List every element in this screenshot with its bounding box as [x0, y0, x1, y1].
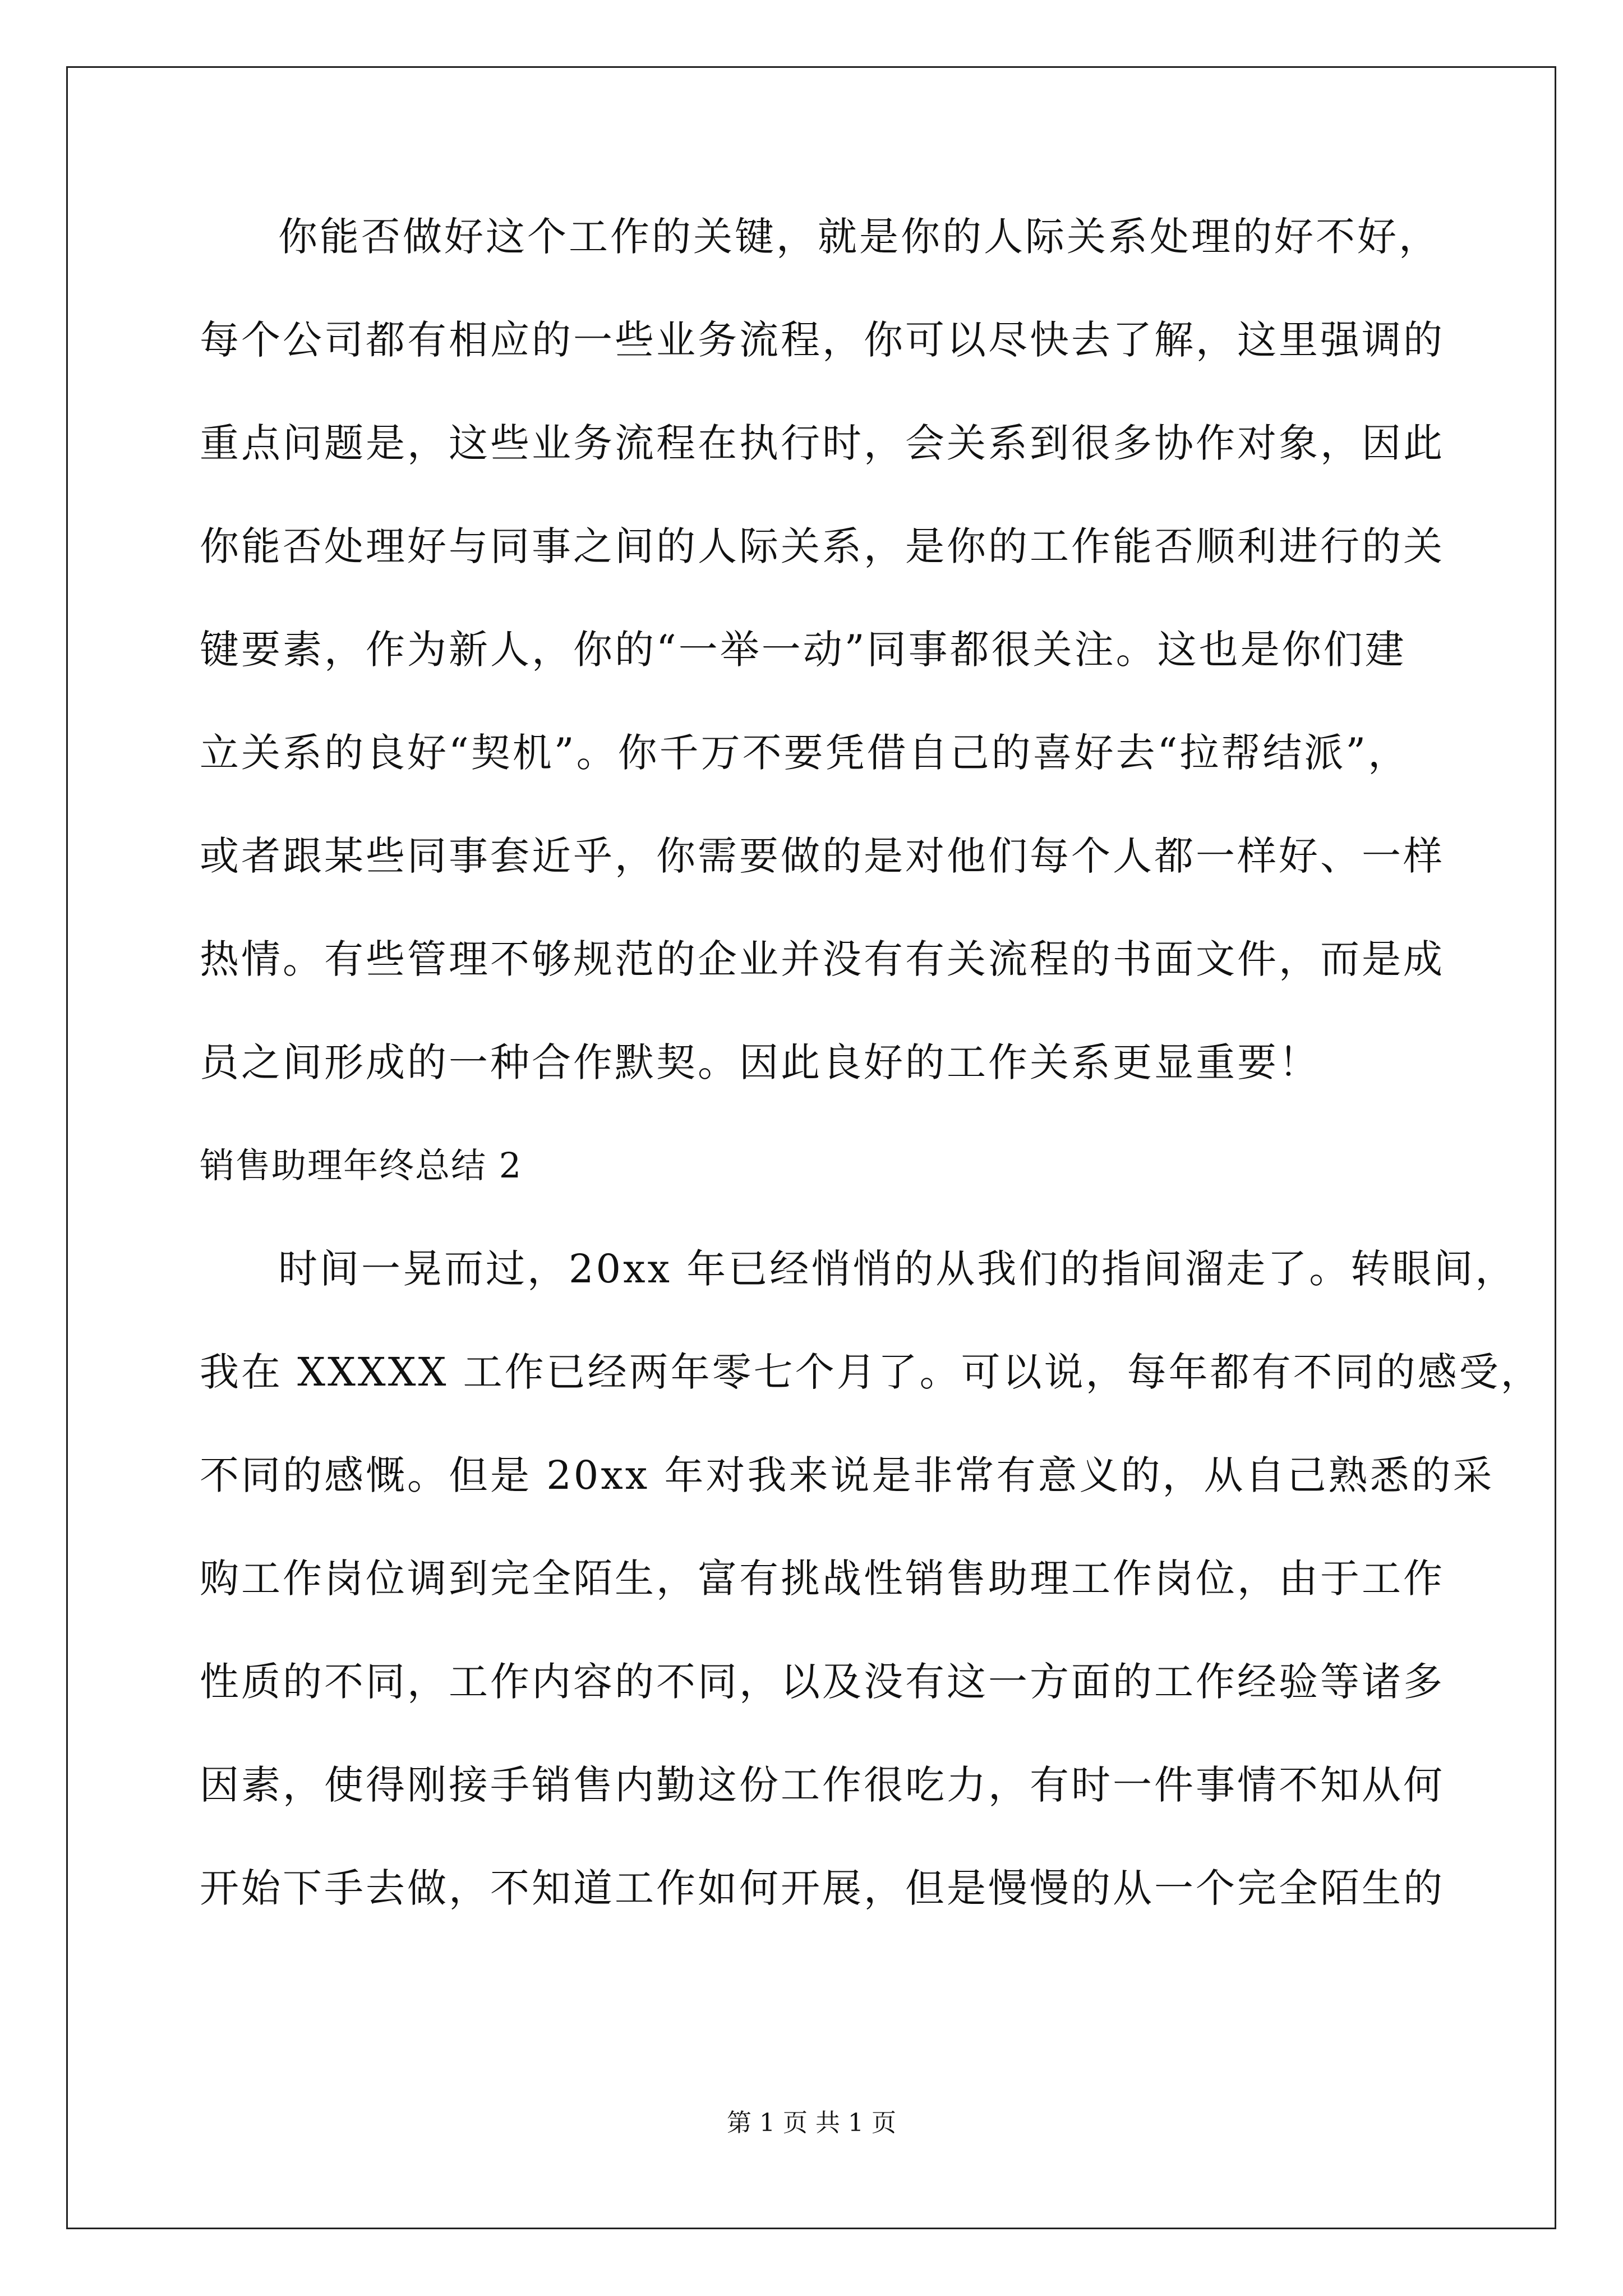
- page-footer: 第 1 页 共 1 页: [727, 2109, 896, 2137]
- paragraph-line: 开始下手去做，不知道工作如何开展，但是慢慢的从一个完全陌生的: [200, 1865, 1445, 1911]
- paragraph-line: 因素，使得刚接手销售内勤这份工作很吃力，有时一件事情不知从何: [200, 1762, 1445, 1808]
- paragraph-line: 时间一晃而过，20xx 年已经悄悄的从我们的指间溜走了。转眼间，: [278, 1246, 1517, 1292]
- section-heading: 销售助理年终总结 2: [200, 1145, 523, 1186]
- paragraph-line: 或者跟某些同事套近乎，你需要做的是对他们每个人都一样好、一样: [200, 833, 1445, 879]
- paragraph-line: 你能否做好这个工作的关键，就是你的人际关系处理的好不好，: [278, 214, 1440, 260]
- paragraph-line: 你能否处理好与同事之间的人际关系，是你的工作能否顺利进行的关: [200, 523, 1445, 569]
- paragraph-line: 每个公司都有相应的一些业务流程，你可以尽快去了解，这里强调的: [200, 317, 1445, 363]
- paragraph-line: 我在 XXXXX 工作已经两年零七个月了。可以说，每年都有不同的感受，: [200, 1349, 1542, 1395]
- paragraph-line: 性质的不同，工作内容的不同，以及没有这一方面的工作经验等诸多: [200, 1659, 1445, 1705]
- paragraph-line: 热情。有些管理不够规范的企业并没有有关流程的书面文件，而是成: [200, 936, 1445, 982]
- paragraph-line: 键要素，作为新人，你的“一举一动”同事都很关注。这也是你们建: [200, 627, 1407, 673]
- paragraph-line: 不同的感慨。但是 20xx 年对我来说是非常有意义的，从自己熟悉的采: [200, 1452, 1495, 1498]
- paragraph-line: 重点问题是，这些业务流程在执行时，会关系到很多协作对象，因此: [200, 420, 1445, 466]
- paragraph-line: 立关系的良好“契机”。你千万不要凭借自己的喜好去“拉帮结派”，: [200, 730, 1410, 776]
- paragraph-line: 购工作岗位调到完全陌生，富有挑战性销售助理工作岗位，由于工作: [200, 1556, 1445, 1602]
- document-body: [200, 185, 1542, 1940]
- paragraph-2: [200, 1217, 1542, 1940]
- paragraph-1: [200, 185, 1445, 1114]
- paragraph-line: 员之间形成的一种合作默契。因此良好的工作关系更显重要！: [200, 1039, 1320, 1085]
